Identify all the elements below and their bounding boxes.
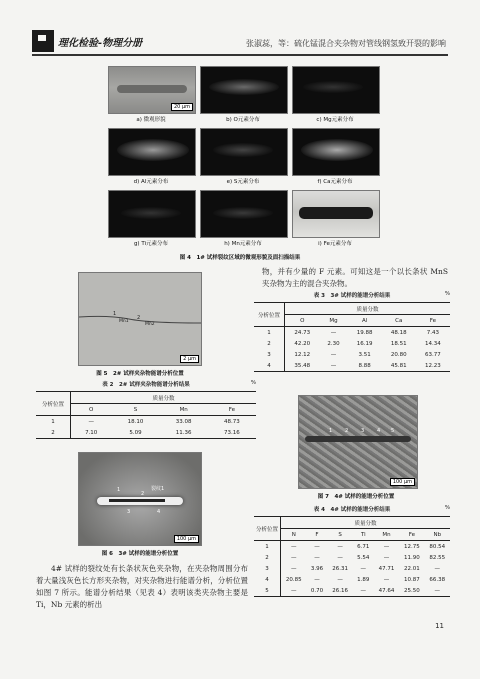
logo-mark-icon (32, 30, 54, 52)
table-cell: 4 (254, 574, 281, 585)
fig5-caption: 图 5 2# 试样夹杂物能谱分析位置 (96, 371, 184, 377)
table-cell: 3 (254, 349, 285, 360)
table-cell: — (383, 576, 390, 583)
fig7-label-2: 2 (345, 428, 349, 434)
table-cell: 2 (254, 552, 281, 563)
figure-4 (108, 66, 378, 266)
table-cell: — (337, 543, 343, 550)
fig5-scale-bar: 2 μm (180, 355, 199, 363)
table-row (36, 427, 256, 439)
fig4-panel-f-map (292, 128, 380, 176)
table-cell: — (434, 565, 441, 572)
table-row (254, 541, 450, 553)
table-cell: — (337, 554, 343, 561)
table-cell: 3.96 (310, 565, 324, 572)
table-cell: — (291, 587, 297, 594)
fig4-label-d: d) Al元素分布 (133, 179, 169, 185)
table-cell: 11.90 (403, 554, 420, 561)
table-cell: 5.09 (129, 429, 142, 436)
fig7-label-4: 4 (377, 428, 381, 434)
table-4-block (254, 505, 450, 597)
table3-col: Al (361, 317, 368, 324)
fig6-caption: 图 6 3# 试样的能谱分析位置 (101, 551, 179, 557)
table-cell: 82.55 (429, 554, 446, 561)
table3-col: Mg (329, 317, 338, 324)
fig4-label-i: i) Fe元素分布 (318, 241, 352, 247)
fig5-micrograph (78, 272, 202, 366)
running-title: 张淑蕊，等：硫化锰混合夹杂物对管线钢氢致开裂的影响 (246, 39, 446, 48)
fig4-label-g: g) Ti元素分布 (133, 241, 169, 247)
fig4-panel-i-map (292, 190, 380, 238)
table-3-block (254, 291, 450, 372)
table-cell: 1 (254, 541, 281, 553)
fig4-panel-d-map (108, 128, 196, 176)
table3-col: Ca (395, 317, 403, 324)
table-cell: 24.73 (294, 329, 311, 336)
table-cell: 11.36 (175, 429, 192, 436)
table-cell: 4 (254, 360, 285, 372)
table-cell: 6.71 (357, 543, 370, 550)
table-cell: 10.87 (403, 576, 420, 583)
table3-header-group: 质量分数 (285, 303, 451, 315)
table-cell: 45.81 (390, 362, 407, 369)
table-cell: 7.10 (85, 429, 98, 436)
fig6-label-1: 1 (117, 487, 121, 493)
fig6-label-2: 2 (141, 491, 145, 497)
table4-col: Mn (382, 531, 391, 538)
table-cell: 25.50 (403, 587, 420, 594)
table2-col: S (133, 406, 138, 413)
table-cell: 0.70 (310, 587, 324, 594)
fig7-label-3: 3 (361, 428, 365, 434)
table-cell: 2 (254, 338, 285, 349)
table3-unit: % (444, 291, 450, 297)
table-cell: 2 (36, 427, 71, 439)
table3-caption: 表 3 3# 试样的能谱分析结果 (313, 293, 391, 299)
table2-header-position: 分析位置 (36, 392, 71, 416)
fig4-label-h: h) Mn元素分布 (224, 241, 262, 247)
table-cell: 14.34 (425, 340, 441, 347)
fig5-label-mn2: Mn2 (145, 322, 155, 327)
table-cell: 26.31 (332, 565, 349, 572)
fig6-label-4: 4 (157, 509, 161, 515)
fig4-label-e: e) S元素分布 (226, 179, 260, 185)
table-row (254, 574, 450, 585)
table-cell: — (314, 543, 320, 550)
table-cell: 3 (254, 563, 281, 574)
table-cell: 18.51 (390, 340, 407, 347)
table4-unit: % (444, 505, 450, 511)
table-cell: — (88, 418, 94, 425)
table-cell: — (434, 587, 441, 594)
journal-logo (32, 30, 162, 52)
fig4-label-b: b) O元素分布 (226, 117, 260, 123)
fig6-label-crack: 裂纹1 (151, 486, 165, 492)
table-cell: 35.48 (294, 362, 311, 369)
table-cell: 47.64 (378, 587, 395, 594)
table-cell: — (330, 362, 337, 369)
table-2 (36, 391, 256, 439)
table2-col: Fe (228, 406, 236, 413)
table-row (254, 585, 450, 597)
table-cell: — (383, 554, 390, 561)
table-row (254, 349, 450, 360)
table4-col: Fe (408, 531, 415, 538)
fig4-caption: 图 4 1# 试样裂纹区域的微观形貌及面扫描结果 (179, 255, 301, 261)
table-row (254, 552, 450, 563)
table4-col: S (338, 531, 342, 538)
fig4-panel-h-map (200, 190, 288, 238)
table-cell: 66.38 (429, 576, 446, 583)
fig4-label-c: c) Mg元素分布 (316, 117, 354, 123)
table-cell: 73.16 (224, 429, 240, 436)
fig4-panel-b-map (200, 66, 288, 114)
table-cell: 19.88 (356, 329, 373, 336)
table-cell: 3.51 (358, 351, 371, 358)
fig6-label-3: 3 (127, 509, 131, 515)
table-row (254, 338, 450, 349)
table-cell: 33.08 (175, 418, 192, 425)
table-cell: 42.20 (294, 340, 311, 347)
table-cell: — (291, 543, 297, 550)
table-4 (254, 516, 450, 597)
table-cell: — (360, 587, 367, 594)
fig4-scale-bar: 20 μm (171, 103, 193, 111)
table-cell: 2.30 (327, 340, 340, 347)
table-cell: 48.73 (224, 418, 240, 425)
table-cell: 26.16 (332, 587, 349, 594)
right-paragraph: 物，并有少量的 F 元素。可知这是一个以长条状 MnS 夹杂物为主的混合夹杂物。 (262, 267, 448, 288)
table-3 (254, 302, 450, 372)
table2-col: Mn (179, 406, 188, 413)
table-cell: 5 (254, 585, 281, 597)
table2-unit: % (250, 380, 256, 386)
fig4-panel-e-map (200, 128, 288, 176)
table-cell: 22.01 (403, 565, 420, 572)
table-cell: 1.89 (357, 576, 370, 583)
table-cell: 5.54 (357, 554, 370, 561)
fig7-label-1: 1 (329, 428, 333, 434)
table4-col: F (315, 531, 319, 538)
table-cell: 1 (254, 327, 285, 339)
table-cell: 47.71 (378, 565, 395, 572)
table-row (36, 416, 256, 428)
table-cell: 20.80 (390, 351, 407, 358)
table-cell: 80.54 (429, 543, 446, 550)
table-cell: 7.43 (426, 329, 440, 336)
table4-col: Nb (433, 531, 442, 538)
table2-col: O (89, 406, 94, 413)
fig4-label-a: a) 微观形貌 (136, 117, 166, 123)
table-row (254, 360, 450, 372)
fig5-label-mn1: Mn1 (119, 319, 129, 324)
table4-col: N (291, 531, 296, 538)
fig4-panel-g-map (108, 190, 196, 238)
fig7-scale-bar: 100 μm (390, 478, 415, 486)
table2-header-group: 质量分数 (71, 392, 257, 404)
fig5-label-1: 1 (113, 311, 117, 317)
table-row (254, 327, 450, 339)
fig6-micrograph (78, 452, 202, 546)
fig4-panel-c-map (292, 66, 380, 114)
table-cell: — (337, 576, 343, 583)
table-cell: — (330, 329, 337, 336)
fig6-scale-bar: 100 μm (174, 535, 199, 543)
table2-caption: 表 2 2# 试样夹杂物能谱分析结果 (102, 382, 190, 388)
fig7-label-5: 5 (391, 428, 395, 434)
table-cell: 48.18 (390, 329, 407, 336)
table-cell: 16.19 (356, 340, 373, 347)
table-2-block (36, 380, 256, 439)
table-cell: — (314, 554, 320, 561)
table3-col: Fe (429, 317, 437, 324)
page-number: 11 (435, 622, 444, 630)
table-cell: 8.88 (358, 362, 371, 369)
table3-header-position: 分析位置 (254, 303, 285, 327)
table-cell: — (330, 351, 337, 358)
table3-col: O (300, 317, 305, 324)
table-cell: 12.23 (425, 362, 441, 369)
fig7-caption: 图 7 4# 试样的能谱分析位置 (317, 494, 395, 500)
logo-text: 理化检验-物理分册 (58, 38, 143, 49)
fig5-label-2: 2 (137, 315, 141, 321)
table-cell: — (291, 554, 297, 561)
fig4-label-f: f) Ca元素分布 (317, 179, 353, 185)
table4-header-group: 质量分数 (281, 517, 450, 529)
fig7-micrograph (298, 395, 418, 489)
left-paragraph: 4# 试样的裂纹处有长条状灰色夹杂物，在夹杂物周围分布着大量浅灰色长方形夹杂物，对夹杂物进行能谱分析，分析位置如图 7 所示。能谱分析结果（见表 4）表明该类夹杂物主要是 Ti，Nb 元素的析出 (36, 564, 248, 609)
table-cell: — (360, 565, 367, 572)
table-cell: 18.10 (127, 418, 144, 425)
header-rule (32, 54, 448, 56)
table-cell: — (383, 543, 390, 550)
table-cell: — (291, 565, 297, 572)
table-row (254, 563, 450, 574)
table4-caption: 表 4 4# 试样的能谱分析结果 (313, 507, 391, 513)
table-cell: 1 (36, 416, 71, 428)
table-cell: — (314, 576, 320, 583)
table-cell: 63.77 (425, 351, 441, 358)
table-cell: 12.12 (294, 351, 311, 358)
table-cell: 12.75 (403, 543, 420, 550)
table-cell: 20.85 (285, 576, 302, 583)
table4-header-position: 分析位置 (254, 517, 281, 541)
fig4-panel-a-micrograph (108, 66, 196, 114)
table4-col: Ti (360, 531, 366, 538)
